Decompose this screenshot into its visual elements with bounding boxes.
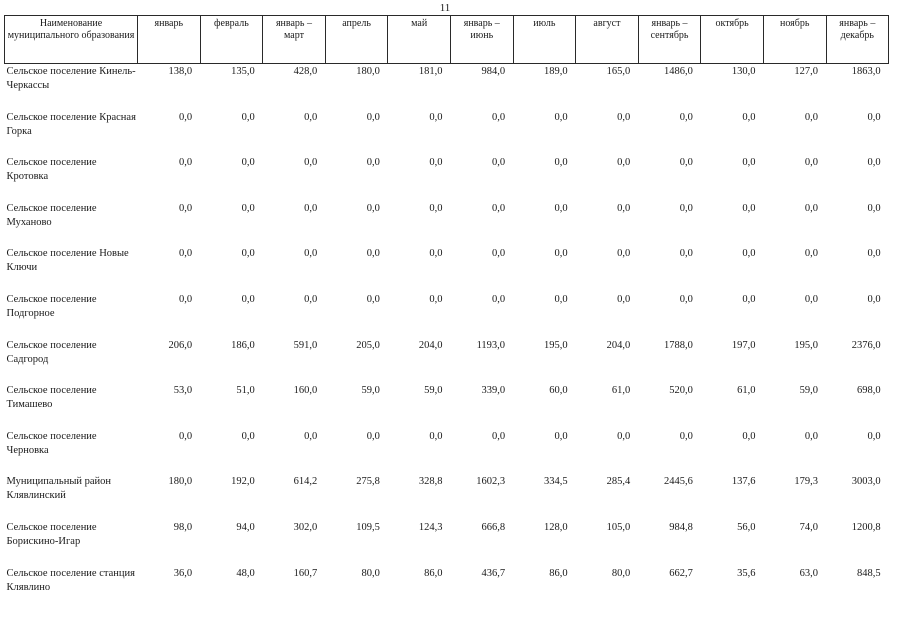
value-cell: 0,0 [679, 430, 693, 442]
value-cell: 0,0 [617, 157, 631, 169]
value-cell: 984,0 [481, 66, 506, 77]
value-cell: 0,0 [679, 157, 693, 169]
value-cell: 56,0 [737, 521, 756, 533]
value-cell: 0,0 [617, 430, 631, 442]
value-cell: 0,0 [178, 202, 193, 214]
table-header-row [5, 16, 889, 64]
column-header: ноябрь [763, 16, 826, 64]
value-cell: 138,0 [168, 66, 193, 77]
value-cell: 61,0 [737, 385, 756, 397]
value-cell: 59,0 [424, 385, 443, 397]
value-cell: 0,0 [679, 111, 693, 123]
table-body [5, 64, 889, 611]
value-cell: 1486,0 [663, 66, 693, 77]
value-cell: 0,0 [178, 293, 193, 305]
value-cell: 0,0 [804, 248, 819, 260]
value-cell: 0,0 [304, 202, 318, 214]
value-cell: 0,0 [804, 430, 819, 442]
municipality-name: Сельское поселение Подгорное [6, 293, 97, 319]
value-cell: 192,0 [231, 476, 255, 488]
value-cell: 127,0 [794, 66, 819, 77]
value-cell: 0,0 [178, 111, 193, 123]
value-cell: 0,0 [804, 202, 819, 214]
table-row [5, 291, 889, 337]
value-cell: 0,0 [366, 157, 380, 169]
value-cell: 205,0 [356, 339, 380, 351]
value-cell: 0,0 [178, 157, 193, 169]
value-cell: 195,0 [544, 339, 568, 351]
value-cell: 0,0 [429, 293, 443, 305]
value-cell: 436,7 [481, 567, 506, 579]
value-cell: 0,0 [491, 430, 506, 442]
value-cell: 0,0 [867, 293, 881, 305]
value-cell: 328,8 [418, 476, 443, 488]
value-cell: 0,0 [366, 248, 380, 260]
value-cell: 135,0 [231, 66, 255, 77]
value-cell: 53,0 [173, 385, 193, 397]
value-cell: 160,7 [293, 567, 318, 579]
value-cell: 63,0 [799, 567, 819, 579]
municipality-name: Сельское поселение Садгород [6, 339, 97, 365]
value-cell: 80,0 [361, 567, 380, 579]
value-cell: 0,0 [429, 430, 443, 442]
value-cell: 1863,0 [851, 66, 881, 77]
value-cell: 0,0 [742, 111, 756, 123]
value-cell: 0,0 [617, 293, 631, 305]
column-header: октябрь [701, 16, 764, 64]
value-cell: 614,2 [293, 476, 318, 488]
municipality-name: Муниципальный район Клявлинский [6, 476, 112, 502]
value-cell: 109,5 [356, 521, 380, 533]
value-cell: 0,0 [554, 202, 568, 214]
table-row [5, 245, 889, 291]
value-cell: 128,0 [544, 521, 568, 533]
value-cell: 984,8 [669, 521, 693, 533]
value-cell: 0,0 [804, 293, 819, 305]
value-cell: 0,0 [617, 248, 631, 260]
value-cell: 0,0 [742, 248, 756, 260]
value-cell: 1193,0 [476, 339, 506, 351]
municipality-name: Сельское поселение Черновка [6, 430, 97, 456]
value-cell: 0,0 [429, 111, 443, 123]
value-cell: 80,0 [611, 567, 631, 579]
value-cell: 189,0 [544, 66, 568, 77]
value-cell: 186,0 [231, 339, 255, 351]
value-cell: 1788,0 [663, 339, 693, 351]
value-cell: 0,0 [617, 202, 631, 214]
value-cell: 59,0 [799, 385, 819, 397]
value-cell: 0,0 [804, 157, 819, 169]
value-cell: 137,6 [731, 476, 756, 488]
value-cell: 0,0 [554, 111, 568, 123]
value-cell: 0,0 [366, 293, 380, 305]
column-header: январь – сентябрь [638, 16, 701, 64]
value-cell: 3003,0 [851, 476, 881, 488]
value-cell: 60,0 [549, 385, 568, 397]
table-row [5, 109, 889, 155]
value-cell: 0,0 [554, 430, 568, 442]
value-cell: 0,0 [178, 430, 193, 442]
value-cell: 0,0 [679, 202, 693, 214]
value-cell: 0,0 [241, 157, 255, 169]
value-cell: 428,0 [293, 66, 318, 77]
column-header: январь – июнь [450, 16, 513, 64]
value-cell: 195,0 [794, 339, 819, 351]
value-cell: 74,0 [799, 521, 819, 533]
value-cell: 0,0 [241, 248, 255, 260]
value-cell: 0,0 [554, 157, 568, 169]
table-row [5, 473, 889, 519]
value-cell: 160,0 [293, 385, 318, 397]
value-cell: 0,0 [304, 293, 318, 305]
value-cell: 0,0 [366, 111, 380, 123]
table-row [5, 64, 889, 109]
column-header: апрель [325, 16, 388, 64]
value-cell: 1602,3 [476, 476, 506, 488]
value-cell: 275,8 [356, 476, 380, 488]
value-cell: 0,0 [429, 202, 443, 214]
table-row [5, 382, 889, 428]
value-cell: 124,3 [418, 521, 443, 533]
municipality-name: Сельское поселение Кротовка [6, 157, 97, 183]
value-cell: 2445,6 [663, 476, 693, 488]
column-header: август [576, 16, 639, 64]
value-cell: 36,0 [173, 567, 193, 579]
value-cell: 302,0 [293, 521, 318, 533]
value-cell: 339,0 [481, 385, 506, 397]
table-row [5, 428, 889, 474]
value-cell: 591,0 [293, 339, 318, 351]
value-cell: 0,0 [241, 111, 255, 123]
data-table [4, 15, 889, 610]
municipality-name: Сельское поселение Муханово [6, 202, 97, 228]
value-cell: 0,0 [867, 157, 881, 169]
municipality-name: Сельское поселение Кинель-Черкассы [6, 66, 136, 91]
value-cell: 0,0 [366, 202, 380, 214]
municipality-name: Сельское поселение Борискино-Игар [6, 521, 97, 547]
value-cell: 0,0 [304, 248, 318, 260]
table-row [5, 200, 889, 246]
value-cell: 0,0 [742, 293, 756, 305]
value-cell: 180,0 [356, 66, 380, 77]
municipality-name: Сельское поселение Тимашево [6, 385, 97, 411]
value-cell: 204,0 [418, 339, 443, 351]
value-cell: 94,0 [236, 521, 255, 533]
value-cell: 0,0 [554, 248, 568, 260]
value-cell: 285,4 [606, 476, 631, 488]
table-row [5, 337, 889, 383]
value-cell: 0,0 [867, 248, 881, 260]
value-cell: 0,0 [679, 248, 693, 260]
column-header: февраль [200, 16, 263, 64]
value-cell: 0,0 [491, 202, 506, 214]
value-cell: 181,0 [418, 66, 443, 77]
value-cell: 0,0 [491, 111, 506, 123]
value-cell: 35,6 [737, 567, 756, 579]
column-header: январь – декабрь [826, 16, 889, 64]
value-cell: 0,0 [867, 111, 881, 123]
value-cell: 165,0 [606, 66, 631, 77]
value-cell: 98,0 [173, 521, 193, 533]
value-cell: 179,3 [794, 476, 819, 488]
value-cell: 59,0 [361, 385, 380, 397]
value-cell: 0,0 [742, 430, 756, 442]
municipality-name: Сельское поселение станция Клявлино [6, 567, 135, 593]
value-cell: 0,0 [742, 157, 756, 169]
table-row [5, 519, 889, 565]
value-cell: 0,0 [241, 430, 255, 442]
page-number: 11 [439, 2, 451, 14]
value-cell: 48,0 [236, 567, 255, 579]
value-cell: 0,0 [241, 293, 255, 305]
value-cell: 105,0 [606, 521, 631, 533]
value-cell: 0,0 [867, 202, 881, 214]
value-cell: 0,0 [554, 293, 568, 305]
value-cell: 51,0 [236, 385, 255, 397]
municipality-name: Сельское поселение Новые Ключи [6, 248, 129, 274]
value-cell: 0,0 [304, 430, 318, 442]
value-cell: 0,0 [617, 111, 631, 123]
value-cell: 130,0 [731, 66, 756, 77]
value-cell: 0,0 [241, 202, 255, 214]
value-cell: 0,0 [304, 111, 318, 123]
value-cell: 204,0 [606, 339, 631, 351]
value-cell: 86,0 [549, 567, 568, 579]
value-cell: 0,0 [366, 430, 380, 442]
value-cell: 0,0 [491, 248, 506, 260]
value-cell: 197,0 [731, 339, 756, 351]
column-header: июль [513, 16, 576, 64]
value-cell: 520,0 [669, 385, 693, 397]
value-cell: 0,0 [491, 293, 506, 305]
column-header: январь – март [263, 16, 326, 64]
municipality-name: Сельское поселение Красная Горка [6, 111, 136, 137]
value-cell: 334,5 [544, 476, 568, 488]
value-cell: 0,0 [867, 430, 881, 442]
value-cell: 0,0 [304, 157, 318, 169]
value-cell: 666,8 [481, 521, 506, 533]
column-header-name: Наименование муниципального образования [5, 16, 138, 64]
value-cell: 0,0 [429, 248, 443, 260]
column-header: май [388, 16, 451, 64]
value-cell: 662,7 [669, 567, 693, 579]
value-cell: 0,0 [178, 248, 193, 260]
value-cell: 2376,0 [851, 339, 881, 351]
value-cell: 0,0 [742, 202, 756, 214]
value-cell: 180,0 [168, 476, 193, 488]
value-cell: 206,0 [168, 339, 193, 351]
value-cell: 0,0 [804, 111, 819, 123]
value-cell: 698,0 [857, 385, 881, 397]
value-cell: 0,0 [429, 157, 443, 169]
table-row [5, 154, 889, 200]
value-cell: 61,0 [611, 385, 631, 397]
value-cell: 0,0 [491, 157, 506, 169]
table-row [5, 565, 889, 611]
value-cell: 0,0 [679, 293, 693, 305]
column-header: январь [138, 16, 201, 64]
value-cell: 1200,8 [851, 521, 881, 533]
value-cell: 86,0 [424, 567, 443, 579]
value-cell: 848,5 [857, 567, 881, 579]
